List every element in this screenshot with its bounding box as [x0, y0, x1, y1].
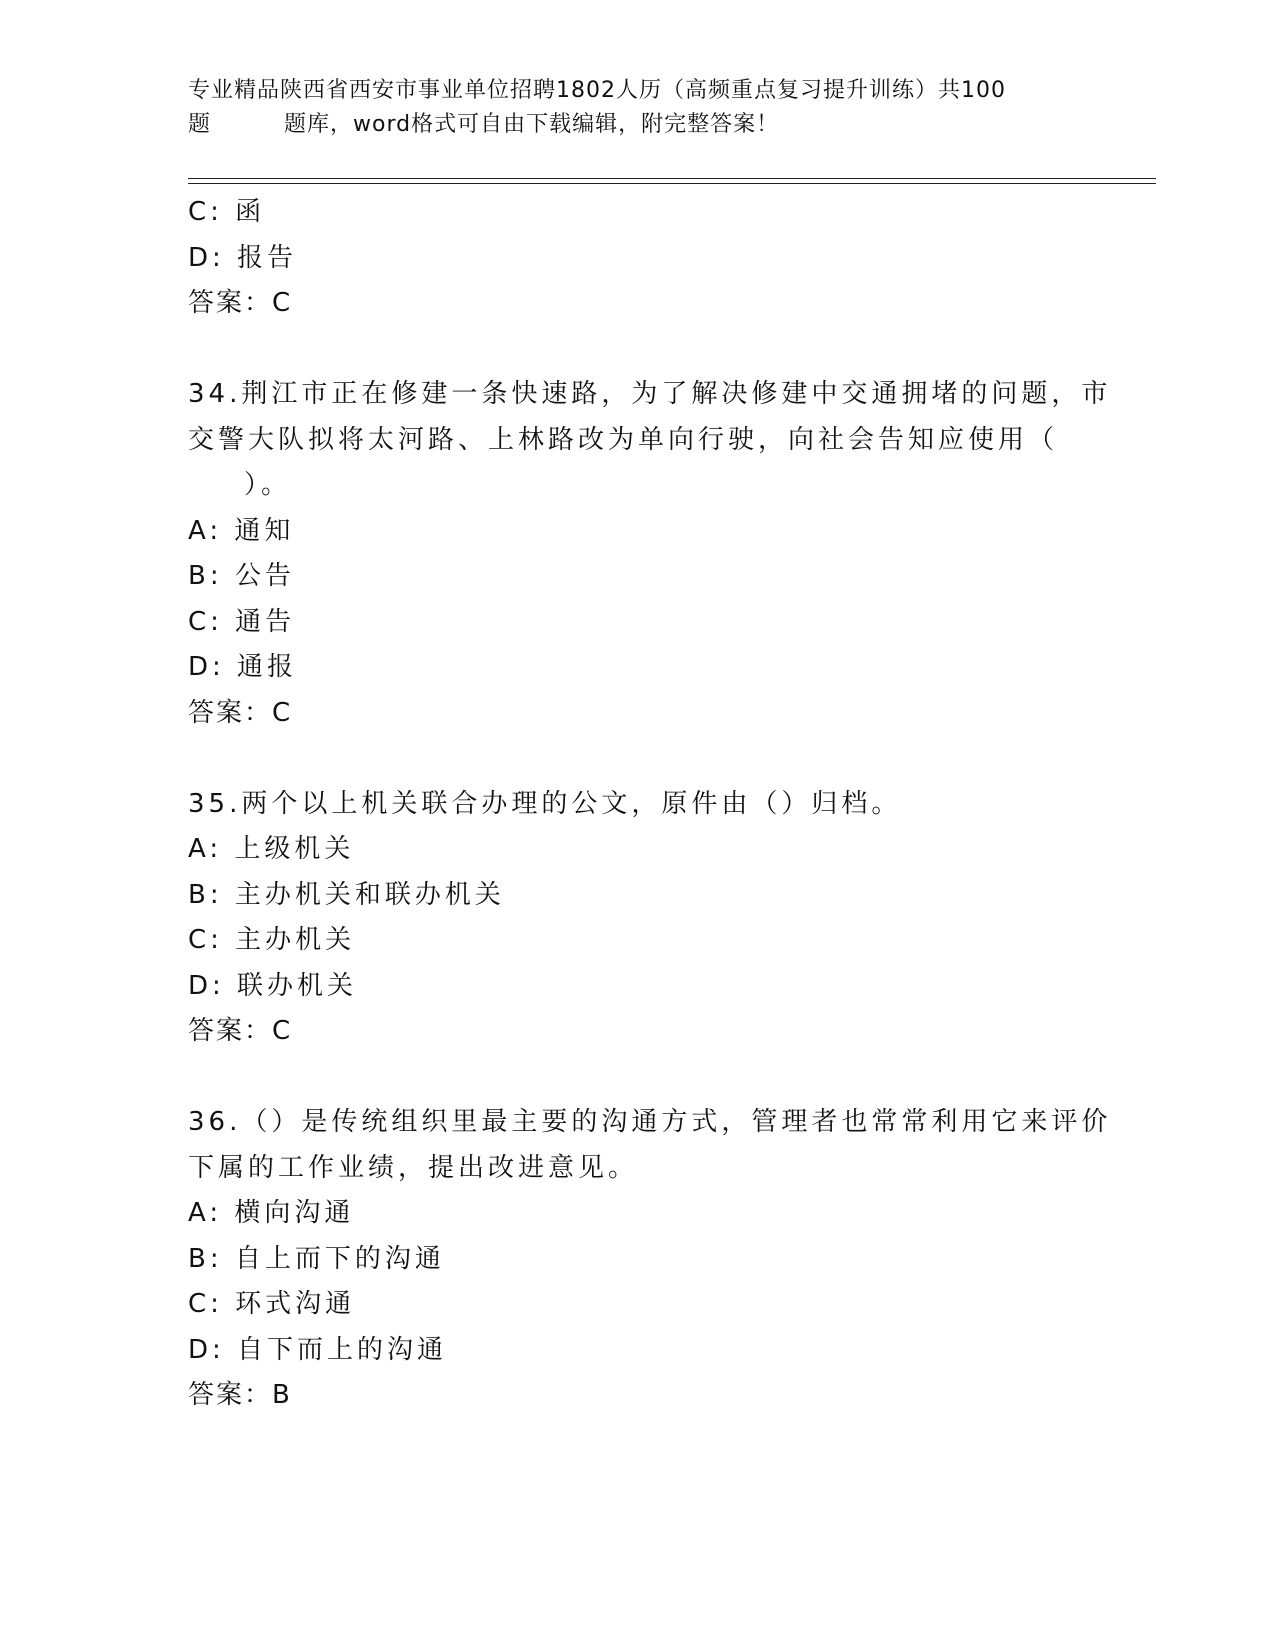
option-d: D: 自下而上的沟通: [188, 1334, 448, 1365]
question-36: [188, 1100, 1112, 1419]
question-34: [188, 372, 1112, 736]
answer: 答案：C: [188, 288, 293, 318]
answer: 答案：B: [188, 1380, 292, 1410]
question-stem: 35.两个以上机关联合办理的公文，原件由（）归档。: [188, 788, 902, 819]
question-stem: 下属的工作业绩，提出改进意见。: [188, 1152, 639, 1183]
question-list: [188, 190, 1112, 1419]
option-d: D: 联办机关: [188, 970, 358, 1001]
page-header: [188, 74, 1088, 142]
header-divider-bottom: [188, 183, 1156, 184]
option-a: A: 通知: [188, 515, 295, 546]
previous-question-tail: [188, 190, 1088, 327]
option-d: D: 通报: [188, 652, 298, 682]
header-title-line2-start: 题: [188, 112, 212, 137]
answer: 答案：C: [188, 1016, 293, 1046]
question-stem: 34.荆江市正在修建一条快速路，为了解决修建中交通拥堵的问题，市: [188, 379, 1112, 409]
option-d: D: 报告: [188, 242, 298, 273]
option-b: B: 公告: [188, 561, 295, 591]
option-c: C: 函: [188, 197, 266, 227]
option-b: B: 自上而下的沟通: [188, 1243, 445, 1274]
question-35: [188, 782, 1088, 1055]
header-title-line1: 专业精品陕西省西安市事业单位招聘1802人历（高频重点复习提升训练）共100: [188, 78, 1006, 103]
option-c: C: 主办机关: [188, 925, 356, 955]
answer: 答案：C: [188, 697, 293, 728]
question-stem: 36.（）是传统组织里最主要的沟通方式，管理者也常常利用它来评价: [188, 1107, 1112, 1137]
option-a: A: 上级机关: [188, 834, 355, 864]
question-stem: ）。: [244, 470, 292, 500]
header-divider-top: [188, 178, 1156, 179]
option-a: A: 横向沟通: [188, 1198, 355, 1228]
option-c: C: 环式沟通: [188, 1289, 356, 1319]
option-b: B: 主办机关和联办机关: [188, 879, 505, 910]
option-c: C: 通告: [188, 606, 296, 637]
header-title-line2-rest: 题库，word格式可自由下载编辑，附完整答案！: [284, 112, 780, 137]
question-stem: 交警大队拟将太河路、上林路改为单向行驶，向社会告知应使用（: [188, 424, 1059, 455]
header-title-line2: [188, 108, 1088, 142]
